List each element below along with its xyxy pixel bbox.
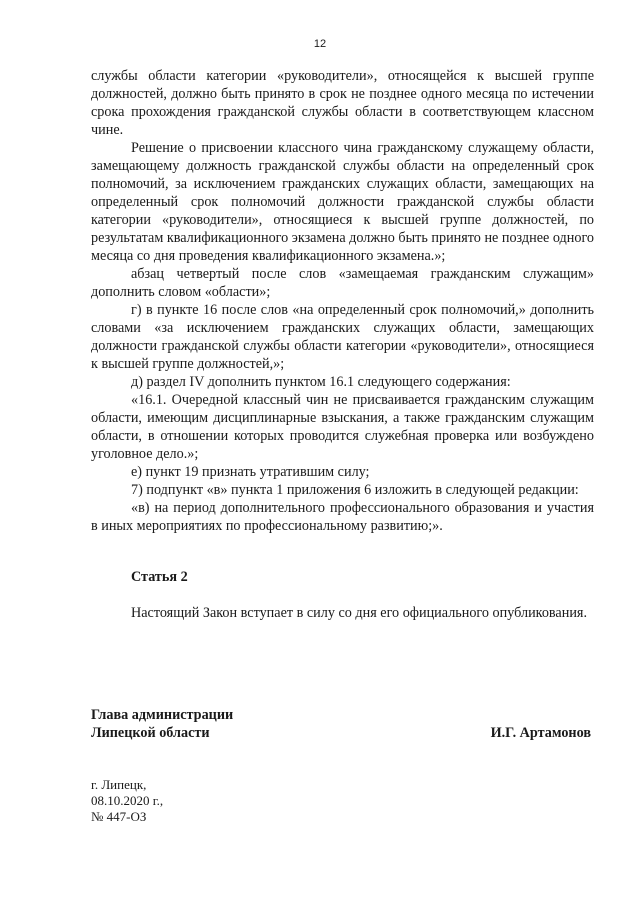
paragraph: «в) на период дополнительного профессионального образования и участия в иных мероприятиях по профессиональному развитию;». (91, 500, 594, 534)
document-body (91, 67, 594, 535)
signature-block (91, 706, 594, 742)
paragraph: д) раздел IV дополнить пунктом 16.1 следующего содержания: (131, 374, 511, 390)
paragraph: Решение о присвоении классного чина гражданскому служащему области, замещающему должность гражданской службы области на определенный срок полномочий, за исключением гражданских служащих области, замещающих на определенный срок полномочий должности гражданской службы области категории «руководители», относящиеся к высшей группе должностей, по результатам квалификационного экзамена должно быть принято не позднее одного месяца со дня проведения квалификационного экзамена.»; (91, 140, 595, 264)
footer-law-number: № 447-ОЗ (91, 809, 147, 824)
paragraph: службы области категории «руководители», относящейся к высшей группе должностей, должно быть принято в срок не позднее одного месяца по истечении срока прохождения гражданской службы области в соответствующем классном чине. (91, 68, 594, 138)
document-footer (91, 777, 163, 825)
footer-date: 08.10.2020 г., (91, 793, 164, 808)
signature-line (91, 724, 594, 742)
paragraph: е) пункт 19 признать утратившим силу; (131, 464, 370, 480)
page-number: 12 (313, 38, 327, 50)
footer-city: г. Липецк, (91, 777, 147, 792)
signatory-title-line-2: Липецкой области (91, 725, 210, 741)
article-heading: Статья 2 (131, 569, 188, 585)
paragraph: 7) подпункт «в» пункта 1 приложения 6 изложить в следующей редакции: (131, 482, 579, 498)
signatory-title-line-1: Глава администрации (91, 707, 234, 723)
article-body (91, 604, 594, 622)
signatory-name: И.Г. Артамонов (490, 725, 591, 741)
article-paragraph: Настоящий Закон вступает в силу со дня его официального опубликования. (131, 605, 587, 621)
paragraph: г) в пункте 16 после слов «на определенный срок полномочий,» дополнить словами «за исключением гражданских служащих области, замещающих должности гражданской службы области категории «руководители», относящиеся к высшей группе должностей,»; (91, 302, 594, 372)
paragraph: «16.1. Очередной классный чин не присваивается гражданским служащим области, имеющим дисциплинарные взыскания, а также гражданским служащим области, в отношении которых проводится служебная проверка или возбуждено уголовное дело.»; (91, 392, 594, 462)
paragraph: абзац четвертый после слов «замещаемая гражданским служащим» дополнить словом «области»; (91, 266, 594, 300)
